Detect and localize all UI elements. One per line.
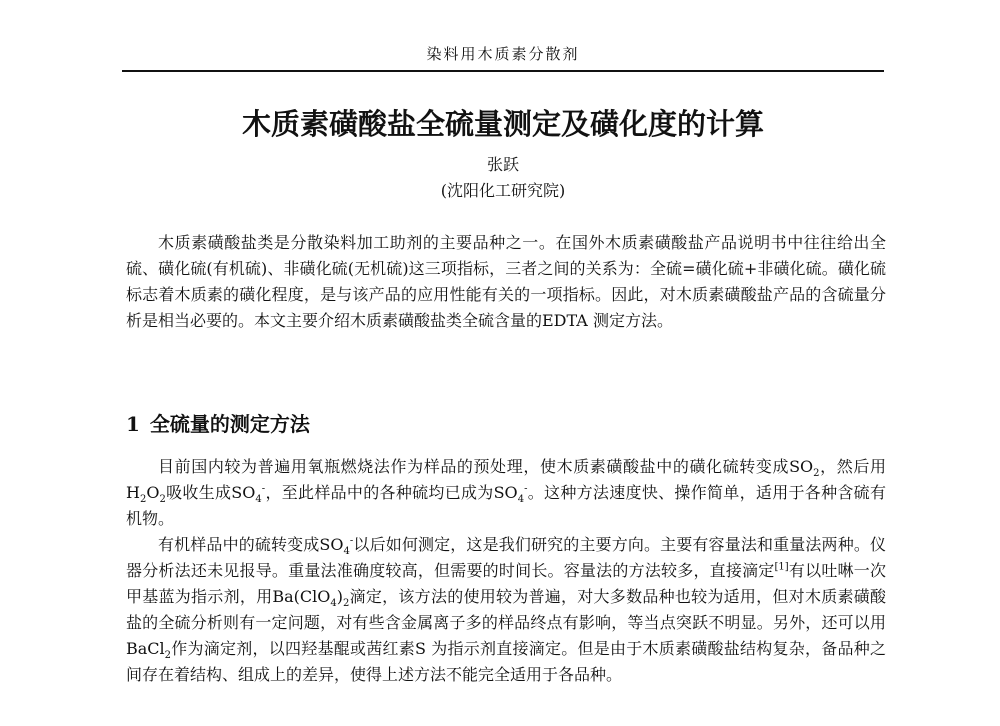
text-run: 目前国内较为普遍用氧瓶燃烧法作为样品的预处理，使木质素磺酸盐中的磺化硫转变成SO bbox=[158, 457, 814, 476]
superscript: - bbox=[349, 535, 354, 547]
subscript: 4 bbox=[517, 494, 525, 506]
text-run: 滴定，该方法的使用较为普遍，对大多数品种也较为适用，但对木质素磺酸盐的全硫分析则有一定问题，对有些含金属离子多的样品终点有影响，等当点突跃不明显。另外，还可以用BaCl bbox=[126, 587, 886, 658]
subscript: 4 bbox=[255, 494, 262, 506]
section-heading bbox=[126, 410, 886, 438]
text-run: O bbox=[146, 483, 160, 502]
text-run: 以后如何测定，这是我们研究的主要方向。主要有容量法和重量法两种。仪器分析法还未见报导。重量法准确度较高，但需要的时间长。容量法的方法较多，直接滴定 bbox=[126, 535, 886, 580]
text-run: ，然后用H bbox=[126, 457, 886, 502]
subscript: 2 bbox=[164, 650, 172, 662]
article-title: 木质素磺酸盐全硫量测定及磺化度的计算 bbox=[241, 107, 764, 141]
section-title: 全硫量的测定方法 bbox=[149, 412, 310, 436]
subscript: 2 bbox=[159, 494, 166, 506]
superscript: - bbox=[261, 483, 266, 495]
running-header: 染料用木质素分散剂 bbox=[426, 45, 580, 63]
intro-paragraph: 木质素磺酸盐类是分散染料加工助剂的主要品种之一。在国外木质素磺酸盐产品说明书中往往给出全硫、磺化硫(有机硫)、非磺化硫(无机硫)这三项指标，三者之间的关系为：全硫=磺化硫+非磺化硫。磺化硫标志着木质素的磺化程度，是与该产品的应用性能有关的一项指标。因此，对木质素磺酸盐产品的含硫量分析是相当必要的。本文主要介绍木质素磺酸盐类全硫含量的EDTA 测定方法。 bbox=[126, 233, 886, 330]
text-run: ) bbox=[336, 587, 343, 606]
section-number: 1 bbox=[126, 412, 140, 436]
text-run: 有机样品中的硫转变成SO bbox=[158, 535, 344, 554]
subscript: 2 bbox=[343, 598, 350, 610]
text-run: 有以吐啉一次甲基蓝为指示剂，用Ba(ClO bbox=[126, 561, 886, 606]
header-rule bbox=[122, 70, 884, 72]
citation-ref: [1] bbox=[774, 561, 789, 573]
author-affiliation: (沈阳化工研究院) bbox=[440, 181, 566, 200]
text-run: 。这种方法速度快、操作简单，适用于各种含硫有机物。 bbox=[126, 483, 886, 528]
subscript: 2 bbox=[813, 468, 820, 480]
section1-paragraph-1 bbox=[126, 454, 886, 532]
subscript: 4 bbox=[330, 598, 337, 610]
subscript: 2 bbox=[139, 494, 147, 506]
text-run: 吸收生成SO bbox=[165, 483, 256, 502]
section1-paragraph-2 bbox=[126, 532, 886, 688]
text-run: 作为滴定剂，以四羟基醌或茜红素S 为指示剂直接滴定。但是由于木质素磺酸盐结构复杂，备品种之间存在着结构、组成上的差异，使得上述方法不能完全适用于各品种。 bbox=[126, 639, 886, 684]
text-run: ，至此样品中的各种硫均已成为SO bbox=[265, 483, 518, 502]
superscript: - bbox=[524, 483, 528, 495]
author-name: 张跃 bbox=[486, 155, 519, 174]
subscript: 4 bbox=[343, 546, 350, 558]
